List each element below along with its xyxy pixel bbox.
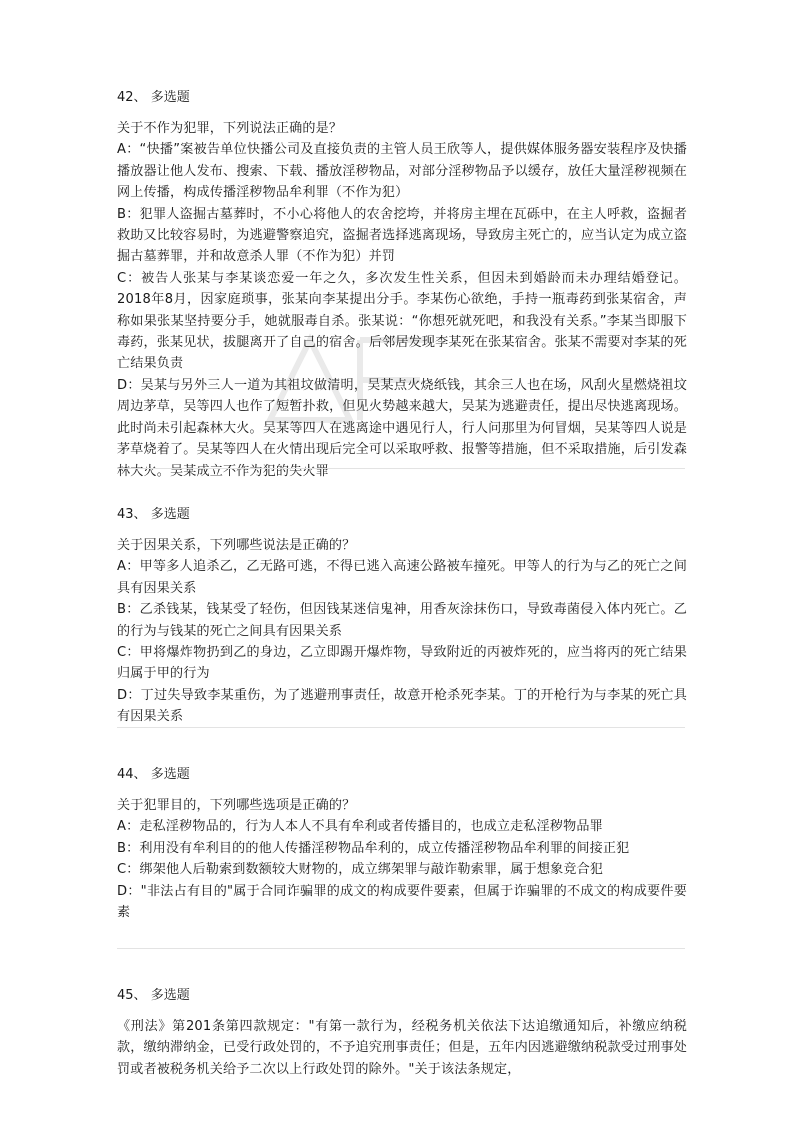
option-c: C：被告人张某与李某谈恋爱一年之久，多次发生性关系，但因未到婚龄而未办理结婚登记。2018年8月，因家庭琐事，张某向李某提出分手。李某伤心欲绝，手持一瓶毒药到张某宿舍，声称如果张某坚持要分手，她就服毒自杀。张某说：“你想死就死吧，和我没有关系。”李某当即服下毒药，张某见状，拔腿离开了自己的宿舍。后邻居发现李某死在张某宿舍。张某不需要对李某的死亡结果负责 <box>117 270 687 372</box>
question-divider <box>117 727 685 728</box>
option-d: D："非法占有目的"属于合同诈骗罪的成文的构成要件要素，但属于诈骗罪的不成文的构成要件要素 <box>117 883 687 921</box>
question-stem: 关于因果关系，下列哪些说法是正确的？ <box>117 538 356 553</box>
question-type: 多选题 <box>150 767 190 782</box>
question-header <box>117 765 687 784</box>
question-number: 45、 <box>117 988 147 1003</box>
option-c: C：甲将爆炸物扔到乙的身边，乙立即踢开爆炸物，导致附近的丙被炸死的，应当将丙的死亡结果归属于甲的行为 <box>117 645 687 682</box>
option-d: D：丁过失导致李某重伤，为了逃避刑事责任，故意开枪杀死李某。丁的开枪行为与李某的死亡具有因果关系 <box>117 687 687 725</box>
question-type: 多选题 <box>150 507 190 522</box>
question-stem: 关于犯罪目的，下列哪些选项是正确的？ <box>117 798 356 813</box>
question-45 <box>117 986 687 1080</box>
question-type: 多选题 <box>150 90 190 105</box>
question-stem: 《刑法》第201条第四款规定："有第一款行为，经税务机关依法下达追缴通知后，补缴应纳税款，缴纳滞纳金，已受行政处罚的，不予追究刑事责任；但是，五年内因逃避缴纳税款受过刑事处罚或者被税务机关给予二次以上行政处罚的除外。"关于该法条规定， <box>117 1019 687 1077</box>
question-body <box>117 795 687 923</box>
question-body <box>117 118 687 482</box>
option-b: B：犯罪人盗掘古墓葬时，不小心将他人的农舍挖垮，并将房主埋在瓦砾中，在主人呼救，盗掘者救助又比较容易时，为逃避警察追究，盗掘者选择逃离现场，导致房主死亡的，应当认定为成立盗掘古墓葬罪，并和故意杀人罪（不作为犯）并罚 <box>117 206 687 265</box>
question-body <box>117 535 687 728</box>
question-type: 多选题 <box>150 988 190 1003</box>
question-42 <box>117 88 687 482</box>
question-divider <box>117 948 685 949</box>
option-a: A：走私淫秽物品的，行为人本人不具有牟利或者传播目的，也成立走私淫秽物品罪 <box>117 819 603 835</box>
question-stem: 关于不作为犯罪，下列说法正确的是？ <box>117 121 343 136</box>
option-b: B：乙杀钱某，钱某受了轻伤，但因钱某迷信鬼神，用香灰涂抹伤口，导致毒菌侵入体内死亡。乙的行为与钱某的死亡之间具有因果关系 <box>117 602 687 639</box>
question-number: 42、 <box>117 90 147 105</box>
question-number: 43、 <box>117 507 147 522</box>
question-header <box>117 986 687 1005</box>
option-d: D：吴某与另外三人一道为其祖坟做清明，吴某点火烧纸钱，其余三人也在场，风刮火星燃烧祖坟周边茅草，吴等四人也作了短暂扑救，但见火势越来越大，吴某为逃避责任，提出尽快逃离现场。此时尚未引起森林大火。吴某等四人在逃离途中遇见行人，行人问那里为何冒烟，吴某等四人说是茅草烧着了。吴某等四人在火情出现后完全可以采取呼救、报警等措施，但不采取措施，后引发森林大火。吴某成立不作为犯的失火罪 <box>117 377 687 479</box>
question-43 <box>117 505 687 728</box>
question-header <box>117 505 687 524</box>
option-a: A：甲等多人追杀乙，乙无路可逃，不得已逃入高速公路被车撞死。甲等人的行为与乙的死亡之间具有因果关系 <box>117 559 687 596</box>
option-b: B：利用没有牟利目的的他人传播淫秽物品牟利的，成立传播淫秽物品牟利罪的间接正犯 <box>117 840 630 856</box>
question-number: 44、 <box>117 767 147 782</box>
question-divider <box>117 468 685 469</box>
option-c: C：绑架他人后勒索到数额较大财物的，成立绑架罪与敲诈勒索罪，属于想象竞合犯 <box>117 862 604 878</box>
option-a: A：“快播”案被告单位快播公司及直接负责的主管人员王欣等人，提供媒体服务器安装程序及快播播放器让他人发布、搜索、下载、播放淫秽物品，对部分淫秽物品予以缓存，放任大量淫秽视频在网上传播，构成传播淫秽物品牟利罪（不作为犯） <box>117 142 687 201</box>
question-header <box>117 88 687 107</box>
question-body <box>117 1016 687 1080</box>
question-44 <box>117 765 687 923</box>
